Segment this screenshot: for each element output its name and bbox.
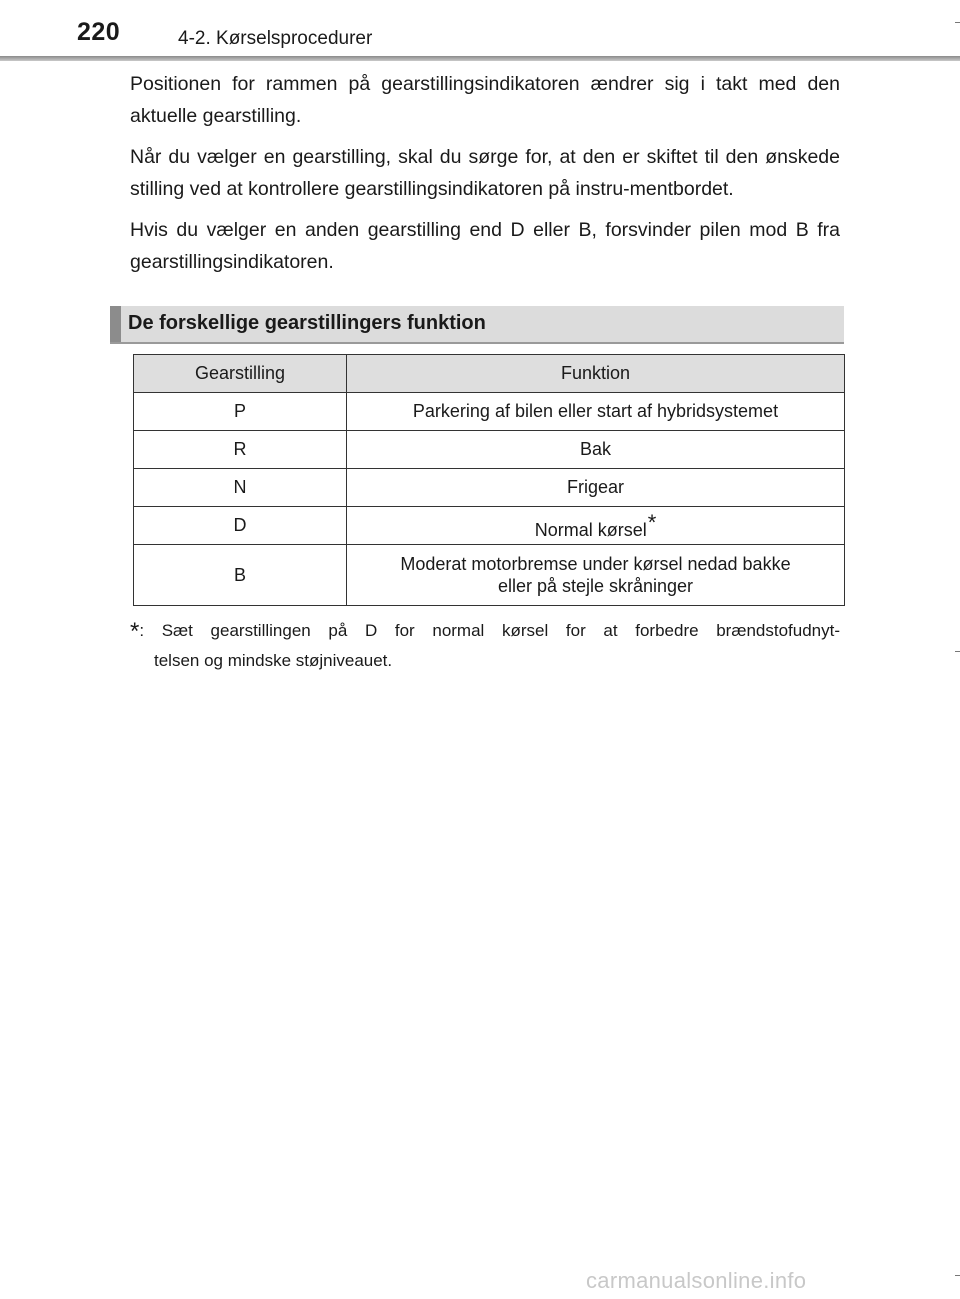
- function-cell: Parkering af bilen eller start af hybridsystemet: [347, 393, 845, 431]
- body-text: [130, 68, 840, 287]
- gear-cell: D: [134, 507, 347, 545]
- gear-cell: R: [134, 431, 347, 469]
- footnote-text: : Sæt gearstillingen på D for normal kørsel for at forbedre brændstofudnyt-: [139, 621, 840, 640]
- paragraph: Hvis du vælger en anden gearstilling end D eller B, forsvinder pilen mod B fra gearstillingsindikatoren.: [130, 219, 840, 273]
- section-heading-bar: [110, 306, 121, 342]
- column-header-function: Funktion: [347, 355, 845, 393]
- table-row: [134, 469, 845, 507]
- section-heading-title: De forskellige gearstillingers funktion: [128, 312, 486, 334]
- function-cell: Bak: [347, 431, 845, 469]
- watermark: carmanualsonline.info: [586, 1268, 807, 1293]
- footnote-line: telsen og mindske støjniveauet.: [154, 651, 393, 670]
- function-text: Normal kørsel: [534, 520, 647, 540]
- function-cell: Frigear: [347, 469, 845, 507]
- function-text-line: Moderat motorbremse under kørsel nedad bakke: [400, 554, 791, 574]
- chapter-title: 4-2. Kørselsprocedurer: [178, 28, 373, 49]
- table-row: [134, 507, 845, 545]
- paragraph: Positionen for rammen på gearstillingsindikatoren ændrer sig i takt med den aktuelle gearstilling.: [130, 73, 840, 127]
- page-number: 220: [77, 18, 121, 46]
- crop-mark: [955, 651, 960, 652]
- paragraph: Når du vælger en gearstilling, skal du sørge for, at den er skiftet til den ønskede stilling ved at kontrollere gearstillingsindikatoren på instru-mentbordet.: [130, 146, 840, 200]
- gear-cell: N: [134, 469, 347, 507]
- footnote-star: *: [130, 618, 140, 645]
- column-header-gear: Gearstilling: [134, 355, 347, 393]
- function-cell: [347, 507, 845, 545]
- footnote-line: [130, 616, 840, 646]
- table-row: [134, 431, 845, 469]
- footnote: [130, 616, 840, 675]
- gear-function-table: [133, 354, 845, 606]
- table-header-row: [134, 355, 845, 393]
- table-row: [134, 545, 845, 606]
- table-row: [134, 393, 845, 431]
- gear-cell: P: [134, 393, 347, 431]
- crop-mark: [955, 22, 960, 23]
- header-rule: [0, 56, 960, 61]
- gear-cell: B: [134, 545, 347, 606]
- page-header: [0, 0, 960, 62]
- function-text-line: eller på stejle skråninger: [497, 576, 694, 596]
- function-cell: [347, 545, 845, 606]
- footnote-marker: *: [647, 510, 657, 535]
- crop-mark: [955, 1275, 960, 1276]
- section-heading: [110, 306, 844, 344]
